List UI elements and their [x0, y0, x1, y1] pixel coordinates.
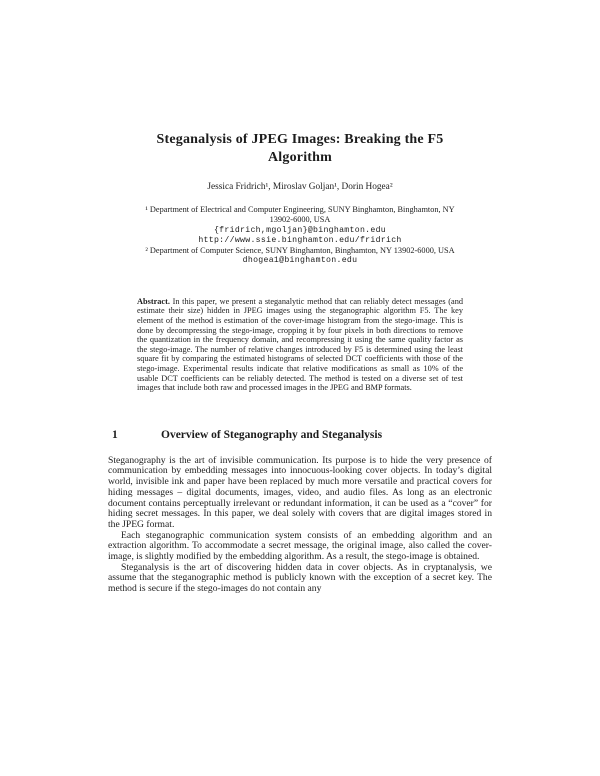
paper-title	[135, 131, 465, 167]
section-1-heading	[108, 429, 492, 442]
paragraph: Each steganographic communication system consists of an embedding algorithm and an extraction algorithm. To accommodate a secret message, the original image, also called the cover-image, is slightly modified by the embedding algorithm. As a result, the stego-image is obtained.	[108, 529, 492, 563]
abstract-label: Abstract.	[137, 296, 170, 306]
paragraph: Steganalysis is the art of discovering hidden data in cover objects. As in cryptanalysis, we assume that the steganographic method is publicly known with the exception of a secret key. The method is secure if the stego-images do not contain any	[108, 561, 492, 595]
paper-title-line-2: Algorithm	[267, 150, 332, 165]
paper-title-line-1: Steganalysis of JPEG Images: Breaking the F5	[156, 132, 444, 147]
page-content	[108, 0, 492, 595]
homepage-url: http://www.ssie.binghamton.edu/fridrich	[198, 235, 402, 245]
section-title: Overview of Steganography and Steganalysis	[161, 428, 383, 441]
paragraph: Steganography is the art of invisible communication. Its purpose is to hide the very presence of communication by embedding messages into innocuous-looking cover objects. In today’s digital world, invisible ink and paper have been replaced by much more versatile and practical covers for hiding messages – digital documents, images, video, and audio files. As long as an electronic document contains perceptually irrelevant or redundant information, it can be used as a “cover” for hiding secret messages. In this paper, we deal solely with covers that are digital images stored in the JPEG format.	[108, 454, 492, 530]
section-1-body	[108, 456, 492, 595]
email-author-3: dhogea1@binghamton.edu	[242, 256, 358, 266]
abstract-text: In this paper, we present a steganalytic method that can reliably detect messages (and estimate their size) hidden in JPEG images using the steganographic algorithm F5. The key element of the method is estimation of the cover-image histogram from the stego-image. This is done by decompressing the stego-image, cropping it by four pixels in both directions to remove the quantization in the frequency domain, and recompressing it using the same quality factor as the stego-image. The number of relative changes introduced by F5 is determined using the least square fit by comparing the estimated histograms of selected DCT coefficients with those of the stego-image. Experimental results indicate that relative modifications as small as 10% of the usable DCT coefficients can be reliably detected. The method is tested on a diverse set of test images that include both raw and processed images in the JPEG and BMP formats.	[137, 296, 463, 393]
authors-line: Jessica Fridrich¹, Miroslav Goljan¹, Dorin Hogea²	[207, 182, 393, 192]
affiliations-block	[135, 205, 465, 267]
abstract	[108, 297, 492, 393]
affiliation-1: ¹ Department of Electrical and Computer Engineering, SUNY Binghamton, Binghamton, NY 13902-6000, USA	[145, 205, 455, 225]
affiliation-2: ² Department of Computer Science, SUNY Binghamton, Binghamton, NY 13902-6000, USA	[145, 246, 455, 256]
section-number: 1	[112, 428, 118, 441]
email-authors-1: {fridrich,mgoljan}@binghamton.edu	[213, 225, 387, 235]
